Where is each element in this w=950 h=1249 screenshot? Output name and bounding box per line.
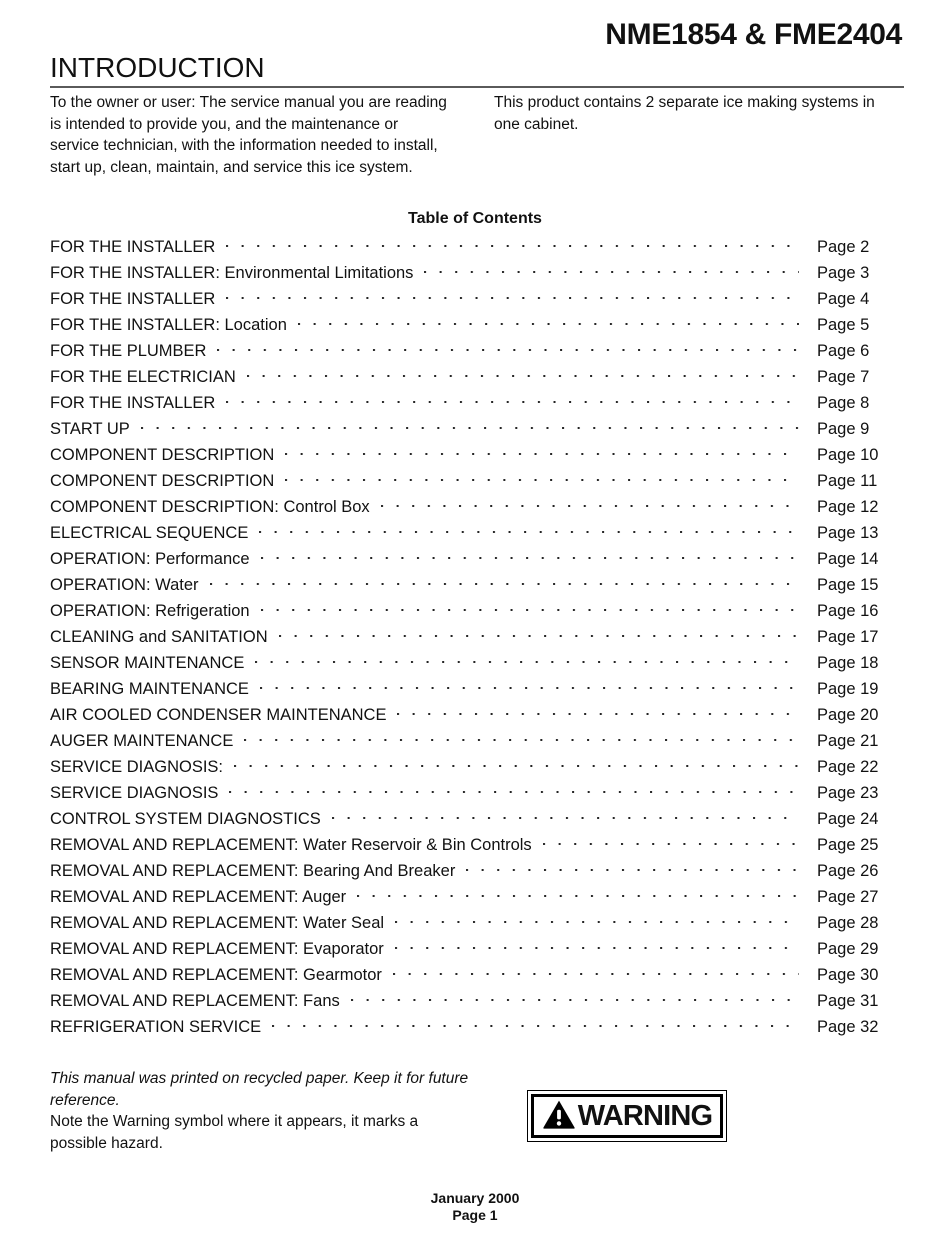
- toc-entry-page: Page 32: [817, 1018, 879, 1036]
- toc-entry-page: Page 21: [817, 732, 879, 750]
- toc-entry-label: BEARING MAINTENANCE: [50, 680, 249, 698]
- toc-entry-label: COMPONENT DESCRIPTION: Control Box: [50, 498, 370, 516]
- toc-entry[interactable]: [50, 312, 904, 338]
- warning-symbol-note-text: Note the Warning symbol where it appears, it marks a possible hazard.: [50, 1113, 419, 1152]
- toc-entry[interactable]: [50, 988, 904, 1014]
- toc-entry-page: Page 27: [817, 888, 879, 906]
- toc-entry-label: REMOVAL AND REPLACEMENT: Fans: [50, 992, 340, 1010]
- toc-entry[interactable]: [50, 728, 904, 754]
- toc-dot-leader: [226, 236, 799, 252]
- toc-entry-label: REMOVAL AND REPLACEMENT: Water Seal: [50, 914, 385, 932]
- toc-entry-page: Page 25: [817, 836, 879, 854]
- toc-entry[interactable]: [50, 416, 904, 442]
- toc-entry-label: CONTROL SYSTEM DIAGNOSTICS: [50, 810, 321, 828]
- toc-dot-leader: [261, 548, 799, 564]
- toc-entry-label: REMOVAL AND REPLACEMENT: Evaporator: [50, 940, 384, 958]
- toc-entry-page: Page 24: [817, 810, 879, 828]
- toc-dot-leader: [247, 366, 799, 382]
- intro-right-paragraph: This product contains 2 separate ice making systems in one cabinet.: [494, 94, 875, 133]
- toc-dot-leader: [357, 886, 799, 902]
- toc-entry-page: Page 8: [817, 394, 870, 412]
- toc-entry-label: COMPONENT DESCRIPTION: [50, 446, 275, 464]
- toc-entry[interactable]: [50, 832, 904, 858]
- toc-entry-label: OPERATION: Refrigeration: [50, 602, 250, 620]
- title-divider: [50, 86, 904, 88]
- toc-entry-page: Page 5: [817, 316, 870, 334]
- toc-entry[interactable]: [50, 338, 904, 364]
- toc-dot-leader: [285, 470, 799, 486]
- toc-dot-leader: [424, 262, 799, 278]
- toc-entry-label: SERVICE DIAGNOSIS: [50, 784, 219, 802]
- toc-entry[interactable]: [50, 260, 904, 286]
- toc-entry-page: Page 17: [817, 628, 879, 646]
- toc-entry[interactable]: [50, 234, 904, 260]
- toc-entry-label: FOR THE INSTALLER: [50, 238, 216, 256]
- toc-dot-leader: [260, 678, 799, 694]
- toc-dot-leader: [229, 782, 799, 798]
- toc-entry-label: REFRIGERATION SERVICE: [50, 1018, 262, 1036]
- toc-entry-label: FOR THE PLUMBER: [50, 342, 207, 360]
- toc-entry[interactable]: [50, 520, 904, 546]
- warning-triangle-icon: [542, 1099, 576, 1134]
- warning-label: WARNING: [577, 1099, 713, 1132]
- toc-entry[interactable]: [50, 546, 904, 572]
- toc-entry[interactable]: [50, 390, 904, 416]
- toc-dot-leader: [466, 860, 799, 876]
- toc-entry-label: REMOVAL AND REPLACEMENT: Gearmotor: [50, 966, 382, 984]
- page-footer: [0, 1190, 950, 1224]
- toc-entry[interactable]: [50, 364, 904, 390]
- toc-entry-page: Page 20: [817, 706, 879, 724]
- toc-entry-label: FOR THE INSTALLER: Environmental Limitations: [50, 264, 414, 282]
- toc-entry-page: Page 12: [817, 498, 879, 516]
- toc-entry[interactable]: [50, 676, 904, 702]
- toc-dot-leader: [255, 652, 799, 668]
- page-title: INTRODUCTION: [50, 52, 265, 83]
- toc-entry[interactable]: [50, 884, 904, 910]
- toc-entry-page: Page 9: [817, 420, 870, 438]
- toc-dot-leader: [332, 808, 799, 824]
- toc-entry-label: SENSOR MAINTENANCE: [50, 654, 245, 672]
- warning-badge-inner: [531, 1094, 723, 1138]
- toc-entry-page: Page 4: [817, 290, 870, 308]
- toc-entry[interactable]: [50, 624, 904, 650]
- toc-dot-leader: [393, 964, 799, 980]
- toc-entry-label: FOR THE INSTALLER: Location: [50, 316, 287, 334]
- toc-entry-page: Page 2: [817, 238, 870, 256]
- toc-entry-page: Page 16: [817, 602, 879, 620]
- toc-entry-label: AUGER MAINTENANCE: [50, 732, 234, 750]
- toc-entry[interactable]: [50, 598, 904, 624]
- toc-entry-page: Page 31: [817, 992, 879, 1010]
- toc-dot-leader: [298, 314, 799, 330]
- table-of-contents-heading: Table of Contents: [408, 210, 542, 227]
- recycled-paper-note: [50, 1068, 470, 1154]
- intro-left-paragraph: To the owner or user: The service manual you are reading is intended to provide you, and the maintenance or service technician, with the information needed to install, start up, clean, maintain, and service this ice system.: [50, 94, 447, 176]
- toc-entry-page: Page 28: [817, 914, 879, 932]
- toc-entry-page: Page 23: [817, 784, 879, 802]
- toc-entry[interactable]: [50, 468, 904, 494]
- toc-entry[interactable]: [50, 572, 904, 598]
- toc-entry[interactable]: [50, 494, 904, 520]
- toc-dot-leader: [141, 418, 799, 434]
- footer-date: January 2000: [430, 1190, 520, 1206]
- toc-entry[interactable]: [50, 910, 904, 936]
- toc-entry-label: REMOVAL AND REPLACEMENT: Auger: [50, 888, 347, 906]
- toc-dot-leader: [226, 392, 799, 408]
- toc-entry-label: OPERATION: Water: [50, 576, 199, 594]
- toc-entry[interactable]: [50, 858, 904, 884]
- toc-dot-leader: [217, 340, 799, 356]
- toc-entry-label: FOR THE INSTALLER: [50, 290, 216, 308]
- toc-entry-page: Page 30: [817, 966, 879, 984]
- toc-dot-leader: [395, 912, 799, 928]
- recycled-paper-italic-text: This manual was printed on recycled paper. Keep it for future reference.: [50, 1070, 469, 1109]
- toc-entry-page: Page 15: [817, 576, 879, 594]
- toc-dot-leader: [234, 756, 799, 772]
- toc-entry-page: Page 11: [817, 472, 878, 490]
- toc-entry[interactable]: [50, 806, 904, 832]
- model-title: NME1854 & FME2404: [605, 18, 902, 51]
- footer-page-number: Page 1: [452, 1207, 498, 1223]
- toc-entry[interactable]: [50, 286, 904, 312]
- toc-dot-leader: [351, 990, 799, 1006]
- toc-entry[interactable]: [50, 962, 904, 988]
- toc-entry[interactable]: [50, 702, 904, 728]
- introduction-columns: [50, 92, 904, 178]
- toc-entry-label: AIR COOLED CONDENSER MAINTENANCE: [50, 706, 387, 724]
- toc-dot-leader: [543, 834, 799, 850]
- toc-dot-leader: [259, 522, 799, 538]
- warning-badge: [527, 1090, 727, 1142]
- toc-entry-page: Page 26: [817, 862, 879, 880]
- toc-entry-label: REMOVAL AND REPLACEMENT: Bearing And Breaker: [50, 862, 456, 880]
- toc-dot-leader: [261, 600, 799, 616]
- toc-entry[interactable]: [50, 780, 904, 806]
- toc-entry-page: Page 3: [817, 264, 870, 282]
- toc-entry-label: START UP: [50, 420, 130, 438]
- toc-entry-page: Page 18: [817, 654, 879, 672]
- toc-dot-leader: [210, 574, 799, 590]
- toc-entry-page: Page 19: [817, 680, 879, 698]
- toc-entry-label: REMOVAL AND REPLACEMENT: Water Reservoir & Bin Controls: [50, 836, 532, 854]
- toc-entry-page: Page 13: [817, 524, 879, 542]
- toc-entry-label: FOR THE INSTALLER: [50, 394, 216, 412]
- toc-entry-page: Page 10: [817, 446, 879, 464]
- toc-dot-leader: [272, 1016, 799, 1032]
- toc-entry-label: COMPONENT DESCRIPTION: [50, 472, 275, 490]
- toc-entry[interactable]: [50, 442, 904, 468]
- toc-entry-page: Page 14: [817, 550, 879, 568]
- toc-dot-leader: [279, 626, 799, 642]
- toc-entry-label: OPERATION: Performance: [50, 550, 250, 568]
- toc-entry-label: CLEANING and SANITATION: [50, 628, 268, 646]
- toc-dot-leader: [397, 704, 799, 720]
- toc-entry[interactable]: [50, 1014, 904, 1040]
- toc-entry-page: Page 7: [817, 368, 870, 386]
- toc-dot-leader: [285, 444, 799, 460]
- toc-entry-label: SERVICE DIAGNOSIS:: [50, 758, 223, 776]
- toc-dot-leader: [226, 288, 799, 304]
- toc-entry[interactable]: [50, 754, 904, 780]
- toc-entry-page: Page 6: [817, 342, 870, 360]
- toc-entry[interactable]: [50, 650, 904, 676]
- toc-entry-label: FOR THE ELECTRICIAN: [50, 368, 236, 386]
- toc-entry-label: ELECTRICAL SEQUENCE: [50, 524, 249, 542]
- toc-entry[interactable]: [50, 936, 904, 962]
- toc-entry-page: Page 22: [817, 758, 879, 776]
- toc-entry-page: Page 29: [817, 940, 879, 958]
- table-of-contents-list: [50, 234, 904, 1040]
- toc-dot-leader: [244, 730, 799, 746]
- toc-dot-leader: [381, 496, 799, 512]
- toc-dot-leader: [395, 938, 799, 954]
